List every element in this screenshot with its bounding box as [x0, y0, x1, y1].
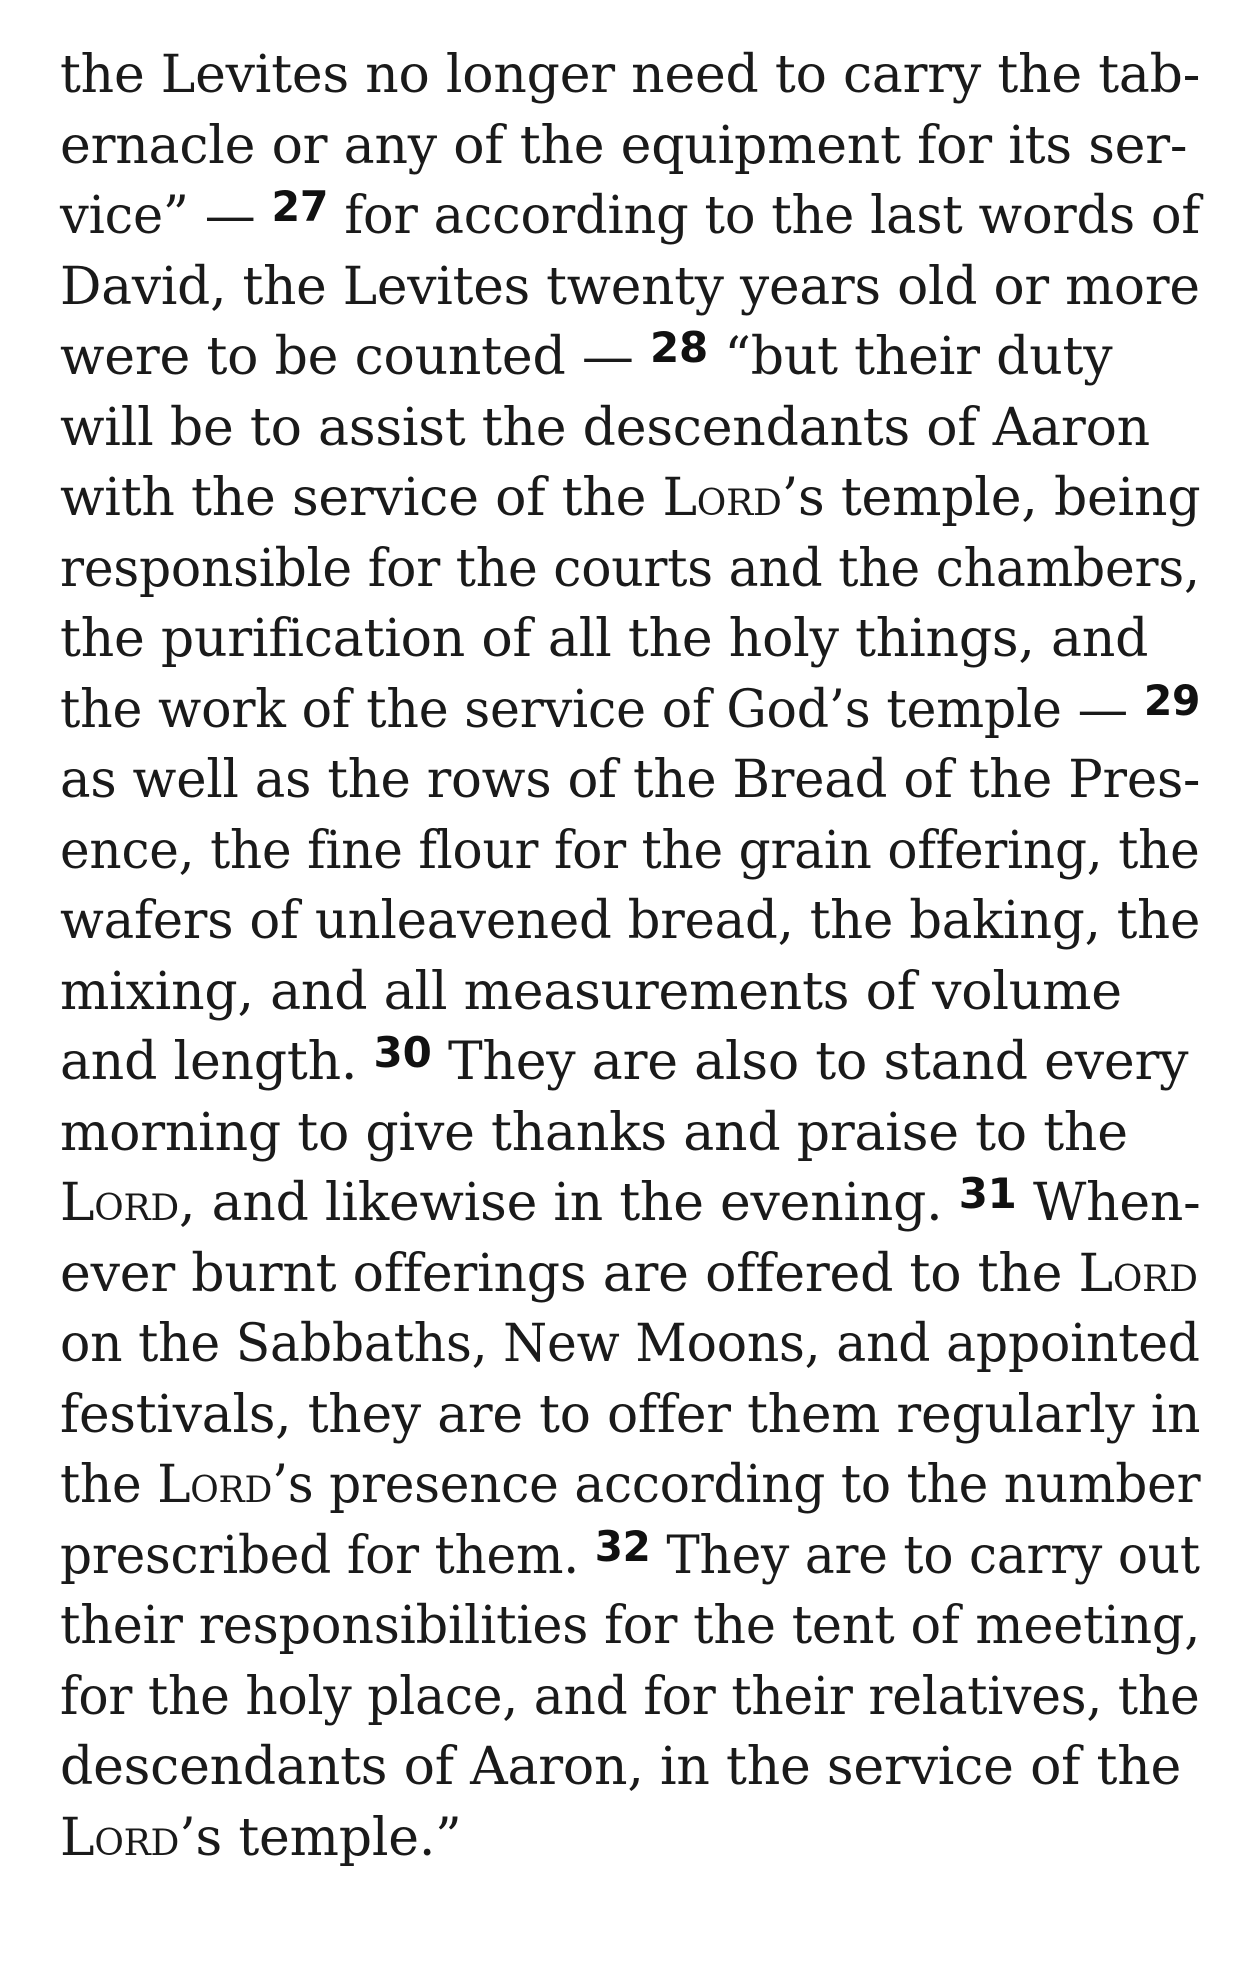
verse-number: 30 — [373, 1028, 432, 1077]
text-run: , and likewise in the evening. — [179, 1173, 959, 1233]
text-run: David, the Levites twenty years old or more — [60, 256, 1200, 317]
text-run: their responsibilities for the tent of meeting, — [60, 1596, 1201, 1656]
text-line — [60, 1662, 1200, 1733]
text-line — [60, 1450, 1201, 1521]
text-line — [60, 322, 1200, 393]
text-run: They are to carry out — [650, 1525, 1200, 1586]
text-run: wafers of unleavened bread, the baking, the — [60, 891, 1201, 951]
text-line — [60, 393, 1200, 464]
text-line — [60, 1027, 1200, 1098]
divine-name-small-caps: Lord — [1078, 1243, 1198, 1304]
text-run: the work of the service of God’s temple — — [60, 679, 1144, 740]
text-line — [60, 1309, 1200, 1380]
text-line — [60, 816, 1200, 887]
text-run: vice” — — [60, 186, 272, 246]
divine-name-small-caps: Lord — [662, 468, 782, 528]
text-run: ernacle or any of the equipment for its ser- — [60, 115, 1188, 176]
text-run: festivals, they are to offer them regularly in — [60, 1384, 1201, 1445]
text-line — [60, 675, 1201, 746]
text-run: and length. — [60, 1032, 374, 1092]
divine-name-small-caps: Lord — [60, 1807, 180, 1868]
text-line — [60, 745, 1201, 816]
text-run: responsible for the courts and the chambers, — [60, 538, 1200, 599]
text-line — [60, 40, 1199, 111]
text-line — [60, 1168, 1201, 1239]
text-run: ’s temple.” — [179, 1807, 462, 1868]
text-run: prescribed for them. — [60, 1525, 595, 1586]
text-line — [60, 886, 1201, 957]
text-run: were to be counted — — [60, 327, 650, 387]
verse-number: 28 — [650, 323, 709, 372]
text-line — [60, 463, 1200, 534]
text-run: ’s temple, being — [781, 468, 1201, 528]
text-line — [60, 604, 1200, 675]
divine-name-small-caps: Lord — [157, 1455, 273, 1515]
text-run: ever burnt offerings are offered to the — [60, 1243, 1079, 1304]
text-line — [60, 1380, 1201, 1451]
text-line — [60, 1591, 1201, 1662]
text-line — [60, 1803, 1200, 1874]
text-run: the — [60, 1455, 158, 1515]
text-run: will be to assist the descendants of Aaron — [60, 397, 1150, 458]
text-line — [60, 111, 1200, 182]
text-run: ence, the fine flour for the grain offering, the — [60, 820, 1200, 881]
verse-number: 27 — [271, 182, 329, 231]
text-run: “but their duty — [708, 327, 1113, 387]
text-run: as well as the rows of the Bread of the Pres- — [60, 750, 1201, 810]
text-run: They are also to stand every — [431, 1032, 1189, 1092]
text-line — [60, 252, 1200, 323]
text-run: on the Sabbaths, New Moons, and appointed — [60, 1314, 1200, 1374]
text-line — [60, 957, 1200, 1028]
text-run: for the holy place, and for their relatives, the — [60, 1666, 1200, 1727]
text-run: the purification of all the holy things, and — [60, 609, 1149, 669]
scripture-passage — [60, 40, 1200, 1873]
verse-number: 32 — [594, 1521, 651, 1571]
text-line — [60, 1239, 1200, 1310]
text-run: ’s presence according to the number — [272, 1455, 1201, 1515]
text-run: morning to give thanks and praise to the — [60, 1102, 1128, 1163]
verse-number: 29 — [1143, 675, 1201, 725]
verse-number: 31 — [958, 1169, 1017, 1218]
text-line — [60, 1098, 1200, 1169]
text-run: mixing, and all measurements of volume — [60, 961, 1122, 1022]
text-line — [60, 534, 1200, 605]
text-line — [60, 1521, 1200, 1592]
text-run: for according to the last words of — [328, 186, 1201, 246]
text-run: When- — [1016, 1173, 1201, 1233]
divine-name-small-caps: Lord — [60, 1173, 180, 1233]
text-line — [60, 1732, 1200, 1803]
text-run: the Levites no longer need to carry the tab- — [60, 45, 1201, 105]
text-run: descendants of Aaron, in the service of the — [60, 1737, 1182, 1797]
text-run: with the service of the — [60, 468, 663, 528]
text-line — [60, 181, 1201, 252]
